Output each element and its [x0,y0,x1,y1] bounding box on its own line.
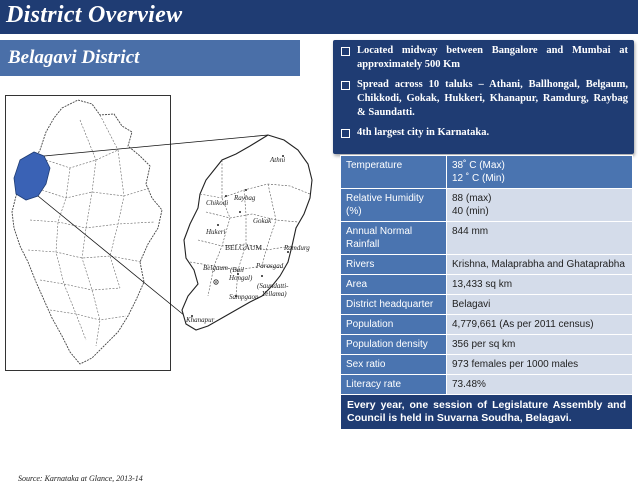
fact-key: Population density [341,335,447,355]
fact-key: District headquarter [341,295,447,315]
district-title: Belagavi District [8,47,140,68]
fact-value: 38˚ C (Max) 12 ˚ C (Min) [447,156,633,189]
fact-key: Population [341,315,447,335]
fact-value: 973 females per 1000 males [447,355,633,375]
fact-key: Rivers [341,255,447,275]
highlight-item: Spread across 10 taluks – Athani, Ballhongal, Belgaum, Chikkodi, Gokak, Hukkeri, Khanapur, Ramdurg, Raybag & Saundatti. [339,78,628,120]
district-facts-table [340,155,633,430]
map-label-ramdurg: Ramdurg [284,244,310,252]
highlight-item: Located midway between Bangalore and Mumbai at approximately 500 Km [339,44,628,72]
fact-key: Annual Normal Rainfall [341,222,447,255]
hq-marker-icon [215,281,217,283]
fact-key: Temperature [341,156,447,189]
table-row [341,156,633,189]
table-row [341,255,633,275]
table-row [341,189,633,222]
table-row [341,275,633,295]
table-row [341,355,633,375]
map-label-yellama: Yellama) [262,290,287,298]
map-label-belgaum: Belgaum [203,264,228,272]
fact-value: 844 mm [447,222,633,255]
map-label-athni: Athni [270,156,286,164]
map-label-sampgaon: Sampgaon [229,293,259,301]
fact-key: Literacy rate [341,375,447,395]
fact-value: Krishna, Malaprabha and Ghataprabha [447,255,633,275]
map-label-hukeri: Hukeri [206,228,226,236]
map-label-parasgad: Parasgad [256,262,284,270]
fact-key: Area [341,275,447,295]
map-label-chikodi: Chikodi [206,199,229,207]
table-row [341,295,633,315]
fact-value: 356 per sq km [447,335,633,355]
fact-value: 13,433 sq km [447,275,633,295]
table-row [341,395,633,430]
page-title: District Overview [6,2,183,28]
map-label-bail: (Bail [230,266,244,274]
map-label-khanapur: Khanapur [186,316,215,324]
fact-key: Relative Humidity (%) [341,189,447,222]
highlight-item: 4th largest city in Karnataka. [339,126,628,140]
fact-value: Belagavi [447,295,633,315]
fact-key: Sex ratio [341,355,447,375]
map-label-belgaum-caps: BELGAUM [225,243,263,252]
assembly-note: Every year, one session of Legislature Assembly and Council is held in Suvarna Soudha, Belagavi. [341,395,633,430]
table-row [341,222,633,255]
fact-value: 88 (max) 40 (min) [447,189,633,222]
map-label-saundatti: (Saundatti- [257,282,289,290]
fact-value: 4,779,661 (As per 2011 census) [447,315,633,335]
table-row [341,315,633,335]
table-row [341,375,633,395]
map-label-gokak: Gokak [253,217,272,225]
source-note: Source: Karnataka at Glance, 2013-14 [18,474,143,483]
map-label-hongal: Hongal) [229,274,253,282]
table-row [341,335,633,355]
fact-value: 73.48% [447,375,633,395]
karnataka-outline [12,100,162,364]
map-label-raybag: Raybag [234,194,256,202]
